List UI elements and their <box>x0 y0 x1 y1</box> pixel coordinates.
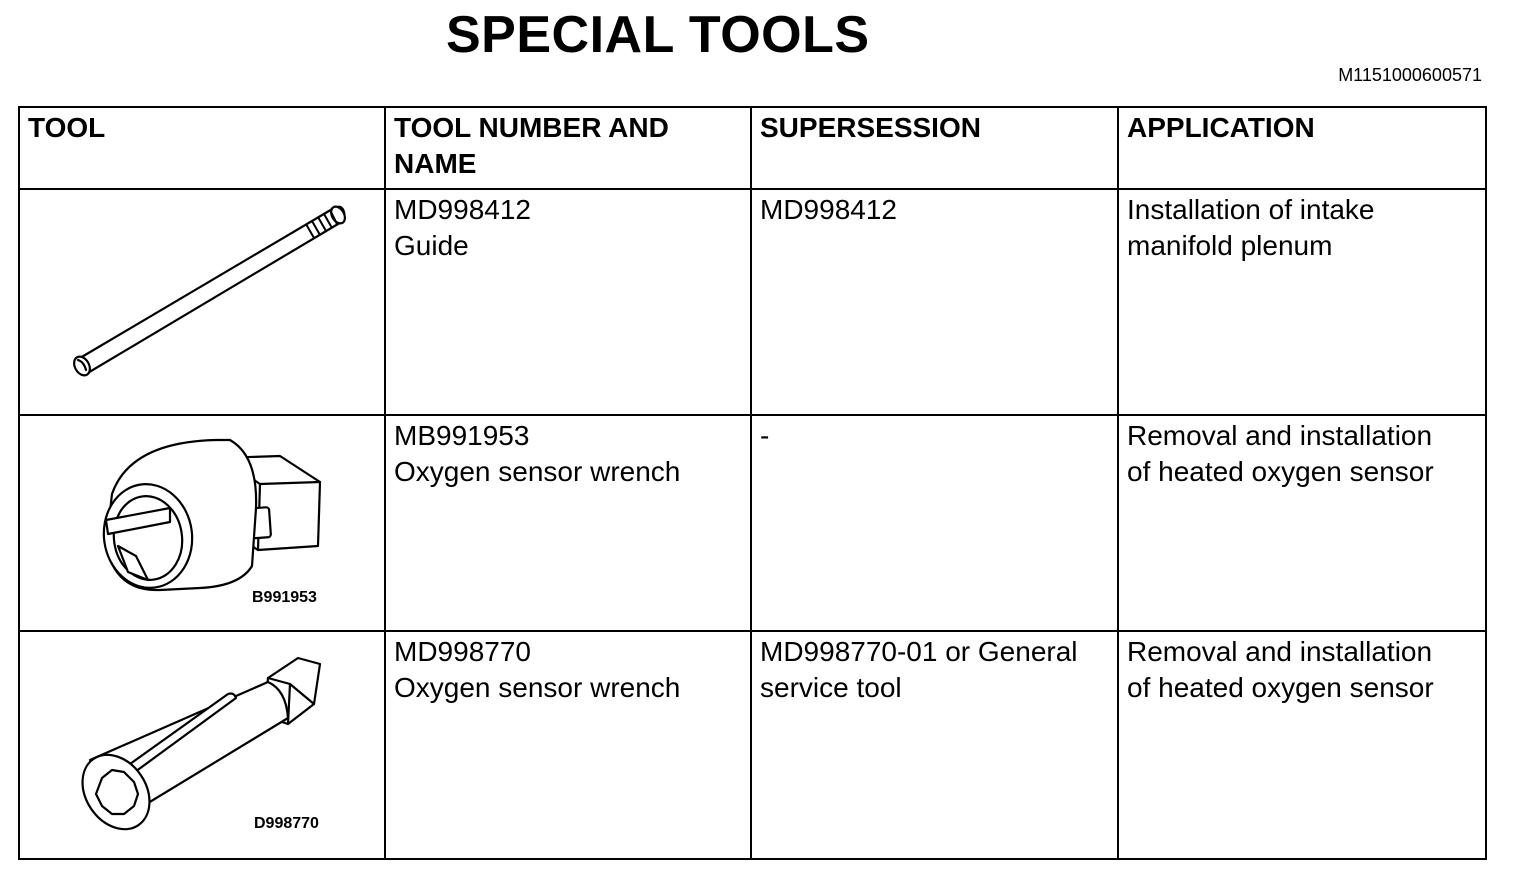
tool-figure-cell <box>19 415 385 631</box>
table-row <box>19 189 1486 415</box>
tool-number: MB991953 <box>394 420 530 451</box>
application-line1: Removal and installation <box>1127 636 1433 667</box>
header-application <box>1118 107 1486 189</box>
tool-number-cell <box>385 415 751 631</box>
application-line2: of heated oxygen sensor <box>1127 672 1434 703</box>
table-row <box>19 415 1486 631</box>
header-supersession <box>751 107 1118 189</box>
page-title: SPECIAL TOOLS <box>446 6 870 64</box>
supersession-cell <box>751 189 1118 415</box>
supersession-cell <box>751 415 1118 631</box>
application-line2: of heated oxygen sensor <box>1127 456 1434 487</box>
oxygen-sensor-wrench-illustration-icon <box>20 416 384 630</box>
application-line1: Removal and installation <box>1127 420 1433 451</box>
table-row <box>19 631 1486 859</box>
header-tool-number <box>385 107 751 189</box>
figure-label: B991953 <box>252 589 317 606</box>
tool-figure-cell <box>19 631 385 859</box>
figure-label: D998770 <box>254 815 319 832</box>
oxygen-sensor-socket-illustration-icon <box>20 632 384 858</box>
header-tool-number-line1: TOOL NUMBER AND <box>394 112 669 143</box>
tool-number-cell <box>385 189 751 415</box>
application-line2: manifold plenum <box>1127 230 1333 261</box>
document-id: M1151000600571 <box>1338 65 1482 85</box>
header-tool-number-line2: NAME <box>394 148 477 179</box>
tool-figure-cell <box>19 189 385 415</box>
tool-number-cell <box>385 631 751 859</box>
tool-name: Guide <box>394 230 469 261</box>
supersession-line1: MD998412 <box>760 194 897 225</box>
supersession-cell <box>751 631 1118 859</box>
tool-number: MD998412 <box>394 194 531 225</box>
header-tool-label: TOOL <box>28 112 106 143</box>
application-line1: Installation of intake <box>1127 194 1375 225</box>
header-tool <box>19 107 385 189</box>
tool-name: Oxygen sensor wrench <box>394 456 681 487</box>
application-cell <box>1118 415 1486 631</box>
header-supersession-label: SUPERSESSION <box>760 112 981 143</box>
special-tools-table <box>18 106 1487 860</box>
header-application-label: APPLICATION <box>1127 112 1315 143</box>
application-cell <box>1118 631 1486 859</box>
supersession-line1: - <box>760 420 770 451</box>
supersession-line2: service tool <box>760 672 902 703</box>
table-header-row <box>19 107 1486 189</box>
guide-rod-illustration-icon <box>20 190 384 414</box>
tool-number: MD998770 <box>394 636 531 667</box>
tool-name: Oxygen sensor wrench <box>394 672 681 703</box>
application-cell <box>1118 189 1486 415</box>
supersession-line1: MD998770-01 or General <box>760 636 1078 667</box>
